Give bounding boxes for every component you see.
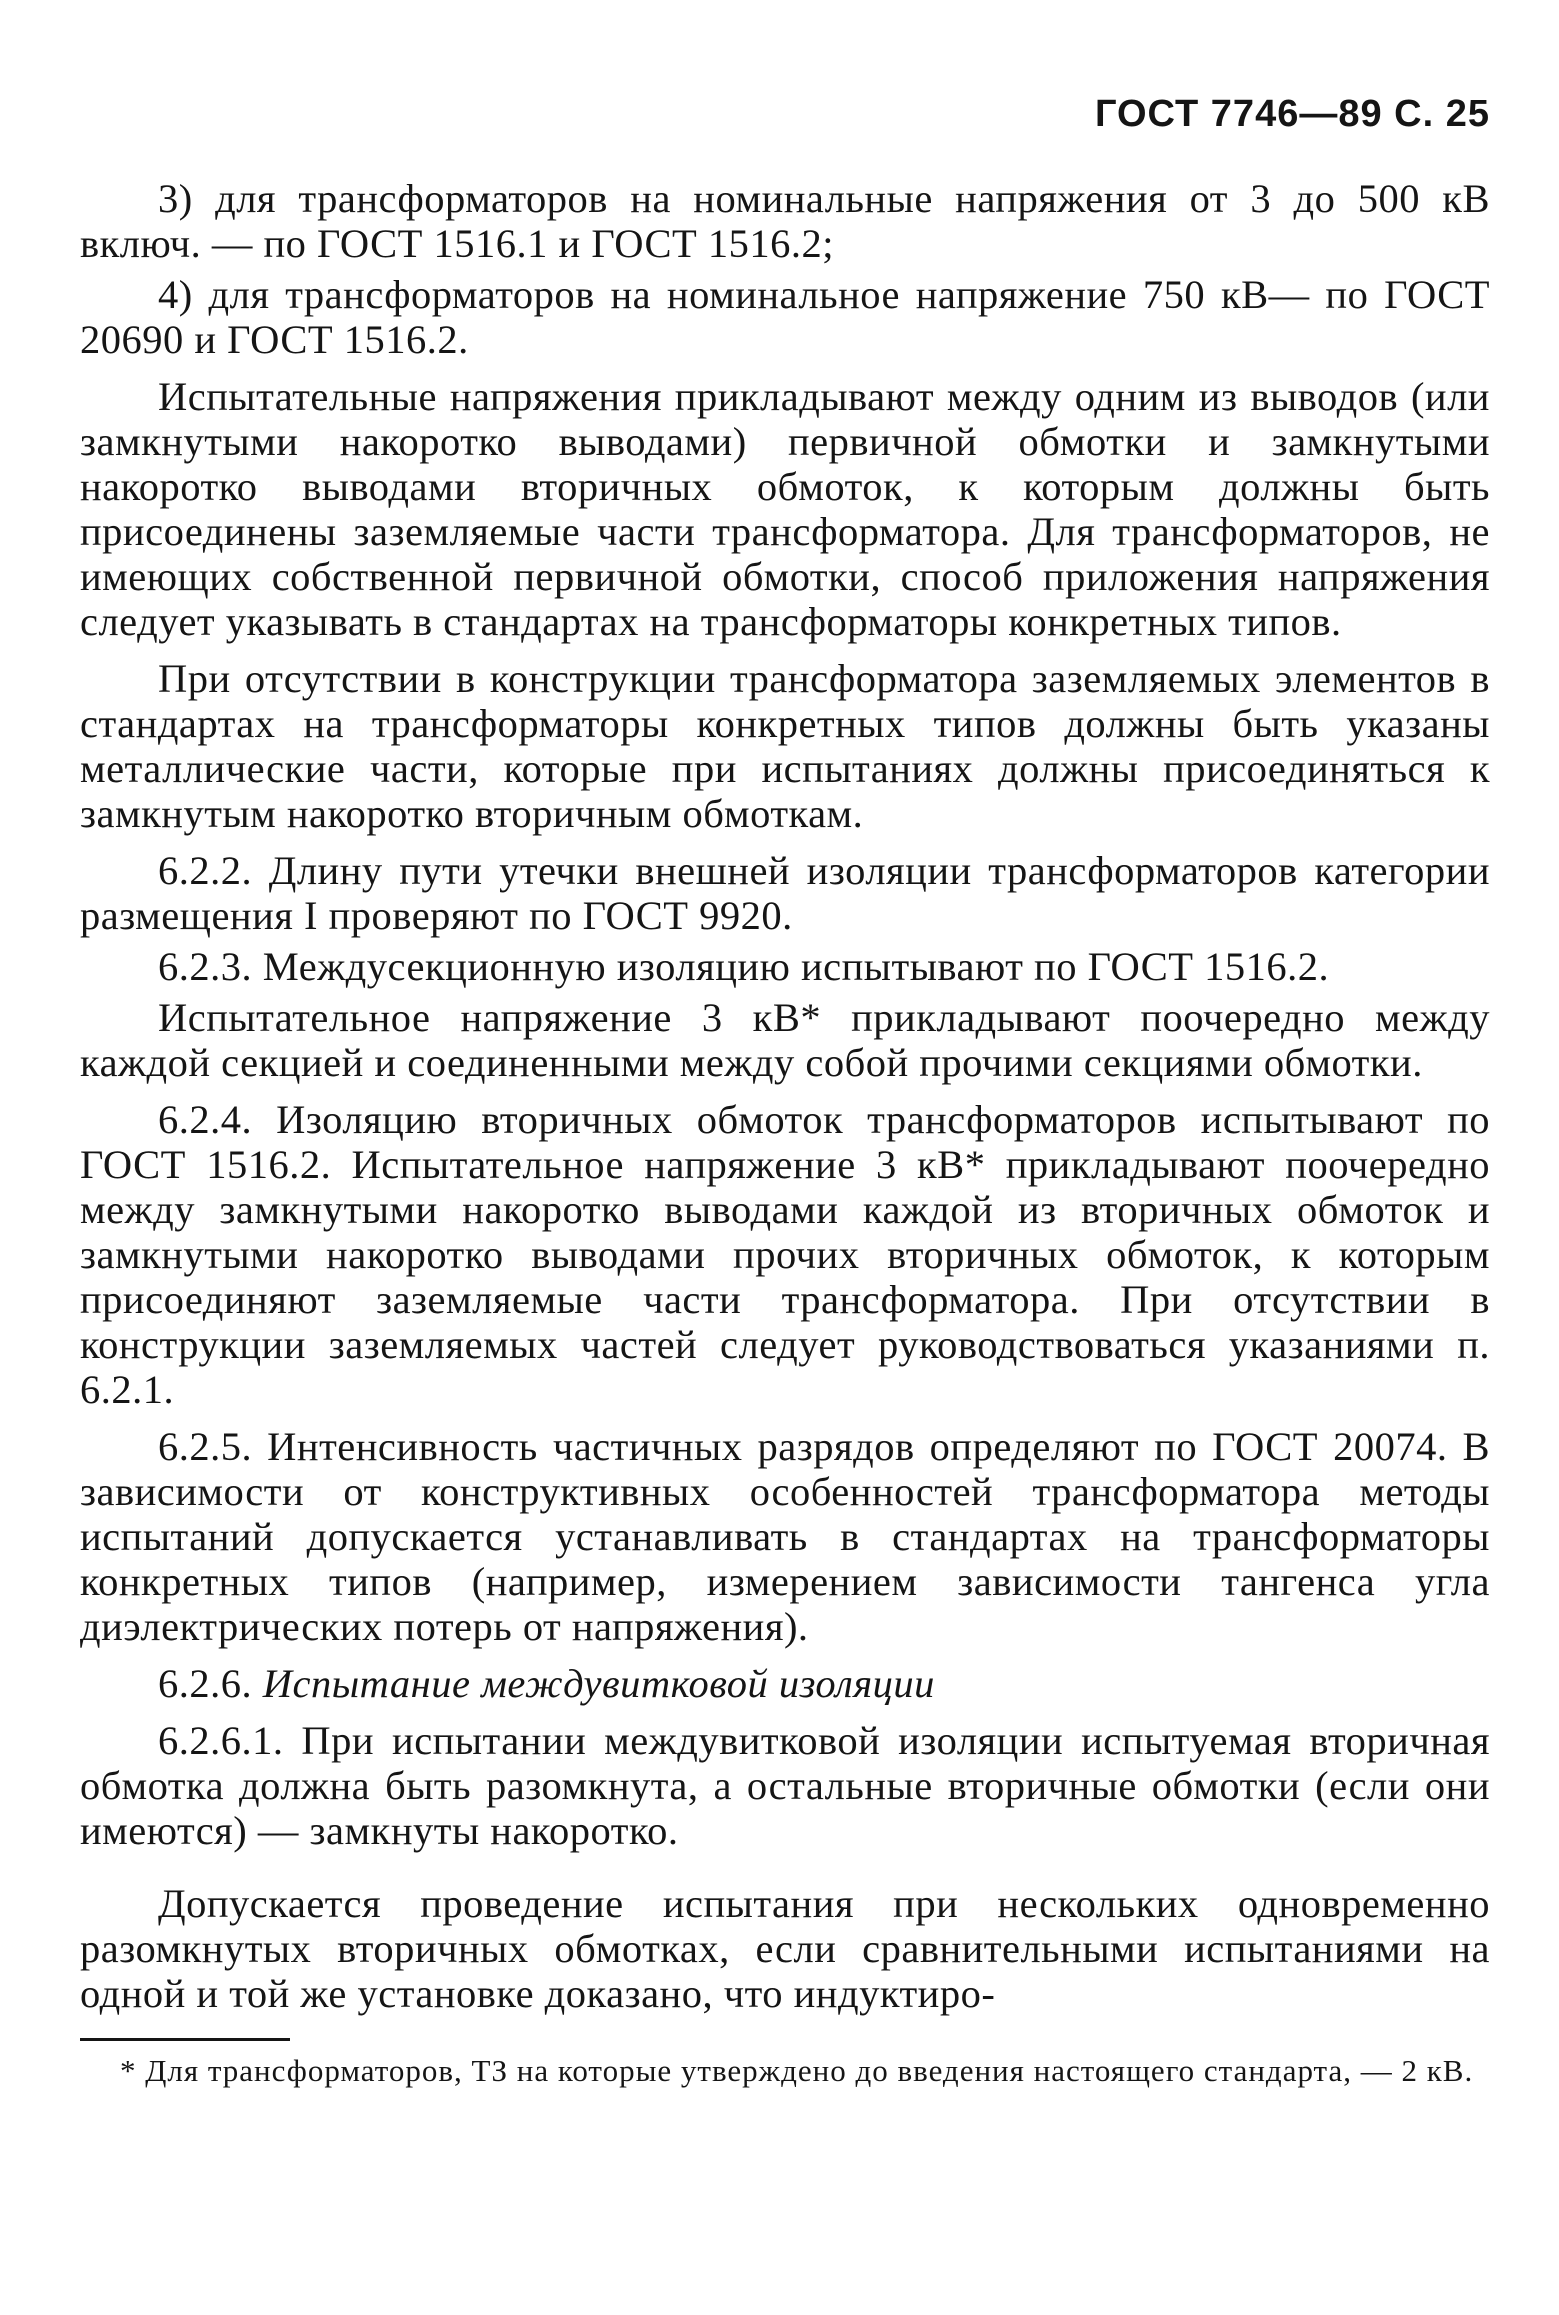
paragraph-item-4: 4) для трансформаторов на номинальное напряжение 750 кВ— по ГОСТ 20690 и ГОСТ 1516.2.: [80, 272, 1490, 362]
paragraph-test-voltage-sections: Испытательное напряжение 3 кВ* прикладывают поочередно между каждой секцией и соединенными между собой прочими секциями обмотки.: [80, 995, 1490, 1085]
section-number: 6.2.6.: [158, 1661, 253, 1706]
paragraph-6-2-3: 6.2.3. Междусекционную изоляцию испытывают по ГОСТ 1516.2.: [158, 944, 1330, 989]
paragraph-test-voltages: Испытательные напряжения прикладывают между одним из выводов (или замкнутыми накоротко выводами) первичной обмотки и замкнутыми накоротко выводами вторичных обмоток, к которым должны быть присоединены заземляемые части трансформатора. Для трансформаторов, не имеющих собственной первичной обмотки, способ приложения напряжения следует указывать в стандартах на трансформаторы конкретных типов.: [80, 374, 1490, 644]
running-header: ГОСТ 7746—89 С. 25: [1094, 93, 1490, 135]
paragraph-grounded-elements: При отсутствии в конструкции трансформатора заземляемых элементов в стандартах на трансформаторы конкретных типов должны быть указаны металлические части, которые при испытаниях должны присоединяться к замкнутым накоротко вторичным обмоткам.: [80, 656, 1490, 836]
footnote-divider: [80, 2038, 290, 2041]
section-heading-6-2-6: [80, 1661, 1490, 1706]
paragraph-item-3: 3) для трансформаторов на номинальные напряжения от 3 до 500 кВ включ. — по ГОСТ 1516.1 и ГОСТ 1516.2;: [80, 176, 1490, 266]
section-title: Испытание междувитковой изоляции: [262, 1661, 935, 1706]
paragraph-6-2-4: 6.2.4. Изоляцию вторичных обмоток трансформаторов испытывают по ГОСТ 1516.2. Испытательное напряжение 3 кВ* прикладывают поочередно между замкнутыми накоротко выводами каждой из вторичных обмоток и замкнутыми накоротко выводами прочих вторичных обмоток, к которым присоединяют заземляемые части трансформатора. При отсутствии в конструкции заземляемых частей следует руководствоваться указаниями п. 6.2.1.: [80, 1097, 1490, 1412]
paragraph-6-2-6-1: 6.2.6.1. При испытании междувитковой изоляции испытуемая вторичная обмотка должна быть разомкнута, а остальные вторичные обмотки (если они имеются) — замкнуты накоротко.: [80, 1718, 1490, 1853]
footnote: * Для трансформаторов, ТЗ на которые утверждено до введения настоящего стандарта, — 2 кВ.: [120, 2053, 1474, 2088]
paragraph-6-2-5: 6.2.5. Интенсивность частичных разрядов определяют по ГОСТ 20074. В зависимости от конструктивных особенностей трансформатора методы испытаний допускается устанавливать в стандартах на трансформаторы конкретных типов (например, измерением зависимости тангенса угла диэлектрических потерь от напряжения).: [80, 1424, 1490, 1649]
paragraph-multiple-windings: Допускается проведение испытания при нескольких одновременно разомкнутых вторичных обмотках, если сравнительными испытаниями на одной и той же установке доказано, что индуктиро-: [80, 1881, 1490, 2016]
document-page: [80, 92, 1490, 2272]
paragraph-6-2-2: 6.2.2. Длину пути утечки внешней изоляции трансформаторов категории размещения I проверяют по ГОСТ 9920.: [80, 848, 1490, 938]
